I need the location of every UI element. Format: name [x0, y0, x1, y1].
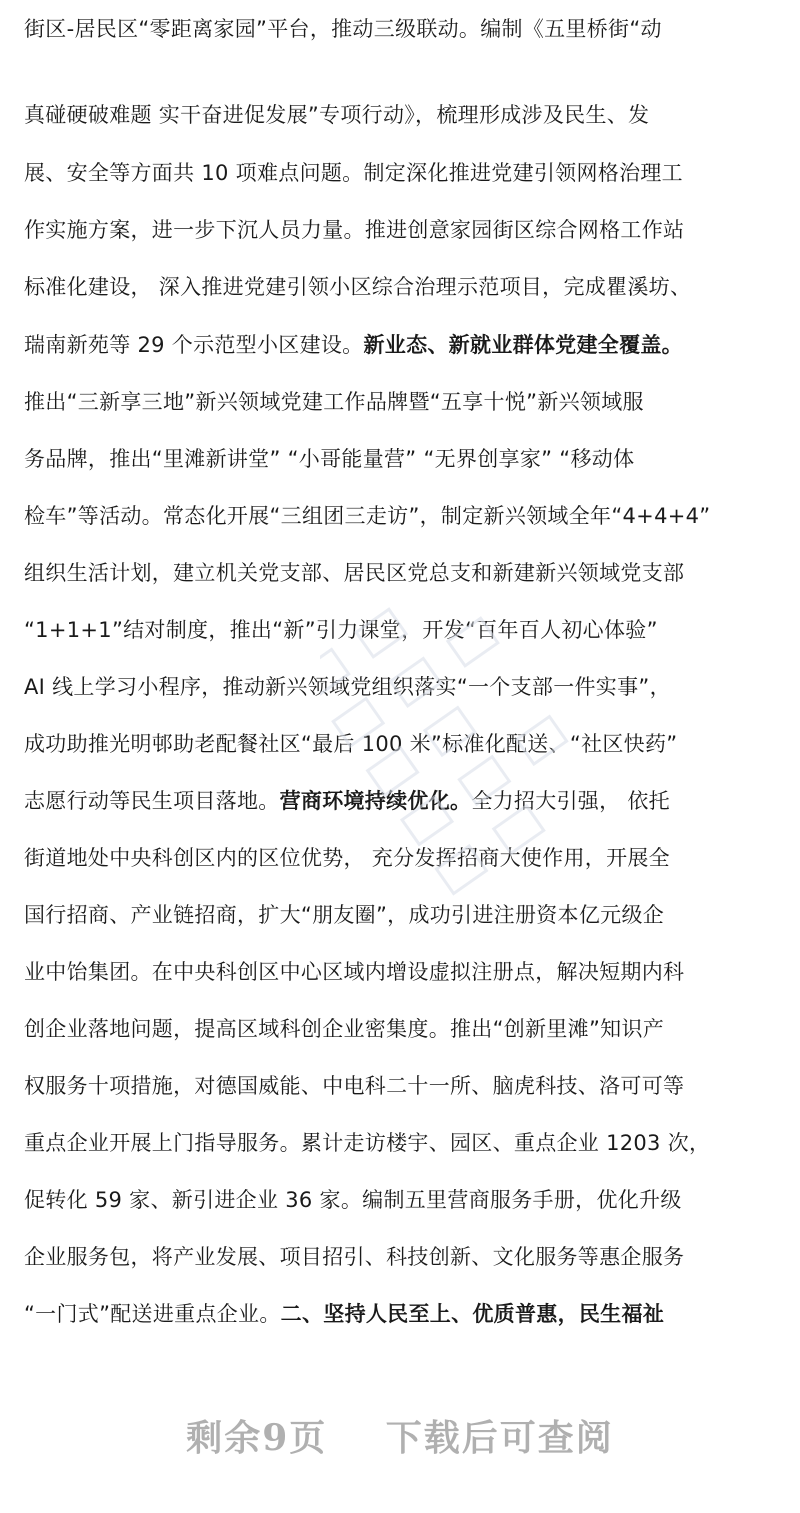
line-text: 权服务十项措施，对德国威能、中电科二十一所、脑虎科技、洛可可等 [24, 1074, 685, 1098]
line-text: 业中饴集团。在中央科创区中心区域内增设虚拟注册点，解决短期内科 [24, 960, 685, 984]
line-text: 创企业落地问题，提高区域科创企业密集度。推出“创新里滩”知识产 [24, 1017, 665, 1041]
line-text: 瑞南新苑等 29 个示范型小区建设。 [24, 333, 364, 357]
text-line [24, 558, 776, 588]
line-text: 推出“三新享三地”新兴领域党建工作品牌暨“五享十悦”新兴领域服 [24, 390, 644, 414]
bold-heading-text: 新业态、新就业群体党建全覆盖。 [363, 333, 683, 357]
text-line [24, 215, 776, 245]
text-line [24, 100, 776, 130]
text-line [24, 158, 776, 188]
line-text: 展、安全等方面共 10 项难点问题。制定深化推进党建引领网格治理工 [24, 161, 683, 185]
line-text: 作实施方案，进一步下沉人员力量。推进创意家园街区综合网格工作站 [24, 218, 685, 242]
line-text: 真碰硬破难题 实干奋进促发展”专项行动》，梳理形成涉及民生、发 [24, 103, 650, 127]
line-text: “一门式”配送进重点企业。 [24, 1302, 281, 1326]
line-text: 街区-居民区“零距离家园”平台，推动三级联动。编制《五里桥街“动 [24, 17, 662, 41]
text-line [24, 729, 776, 759]
download-footer [0, 1408, 800, 1468]
line-text: 全力招大引强， 依托 [471, 789, 670, 813]
text-line [24, 1185, 776, 1215]
text-line [24, 1299, 776, 1329]
line-text: 成功助推光明邨助老配餐社区“最后 100 米”标准化配送、“社区快药” [24, 732, 678, 756]
text-line [24, 615, 776, 645]
text-line [24, 1071, 776, 1101]
text-line [24, 1242, 776, 1272]
line-text: 街道地处中央科创区内的区位优势， 充分发挥招商大使作用，开展全 [24, 846, 670, 870]
download-to-view-text: 下载后可查阅 [385, 1417, 614, 1459]
line-text: 检车”等活动。常态化开展“三组团三走访”，制定新兴领域全年“4+4+4” [24, 504, 711, 528]
text-line [24, 843, 776, 873]
text-line [24, 330, 776, 360]
text-line [24, 900, 776, 930]
text-line [24, 387, 776, 417]
text-line [24, 14, 776, 44]
line-text: 促转化 59 家、新引进企业 36 家。编制五里营商服务手册，优化升级 [24, 1188, 682, 1212]
line-text: 标准化建设， 深入推进党建引领小区综合治理示范项目，完成瞿溪坊、 [24, 275, 692, 299]
line-text: 企业服务包，将产业发展、项目招引、科技创新、文化服务等惠企服务 [24, 1245, 685, 1269]
text-line [24, 501, 776, 531]
text-line [24, 786, 776, 816]
text-line [24, 444, 776, 474]
line-text: 国行招商、产业链招商，扩大“朋友圈”，成功引进注册资本亿元级企 [24, 903, 665, 927]
line-text: AI 线上学习小程序，推动新兴领域党组织落实“一个支部一件实事”， [24, 675, 671, 699]
text-line [24, 1014, 776, 1044]
line-text: 重点企业开展上门指导服务。累计走访楼宇、园区、重点企业 1203 次， [24, 1131, 711, 1155]
line-text: 志愿行动等民生项目落地。 [24, 789, 280, 813]
bold-heading-text: 营商环境持续优化。 [279, 789, 472, 813]
text-line [24, 957, 776, 987]
text-line [24, 272, 776, 302]
text-line [24, 672, 776, 702]
bold-heading-text: 二、坚持人民至上、优质普惠，民生福祉 [280, 1302, 665, 1326]
remaining-pages-text: 剩余9页 [186, 1417, 328, 1459]
text-line [24, 1128, 776, 1158]
line-text: 务品牌，推出“里滩新讲堂” “小哥能量营” “无界创享家” “移动体 [24, 447, 635, 471]
line-text: 组织生活计划，建立机关党支部、居民区党总支和新建新兴领域党支部 [24, 561, 685, 585]
line-text: “1+1+1”结对制度，推出“新”引力课堂，开发“百年百人初心体验” [24, 618, 658, 642]
